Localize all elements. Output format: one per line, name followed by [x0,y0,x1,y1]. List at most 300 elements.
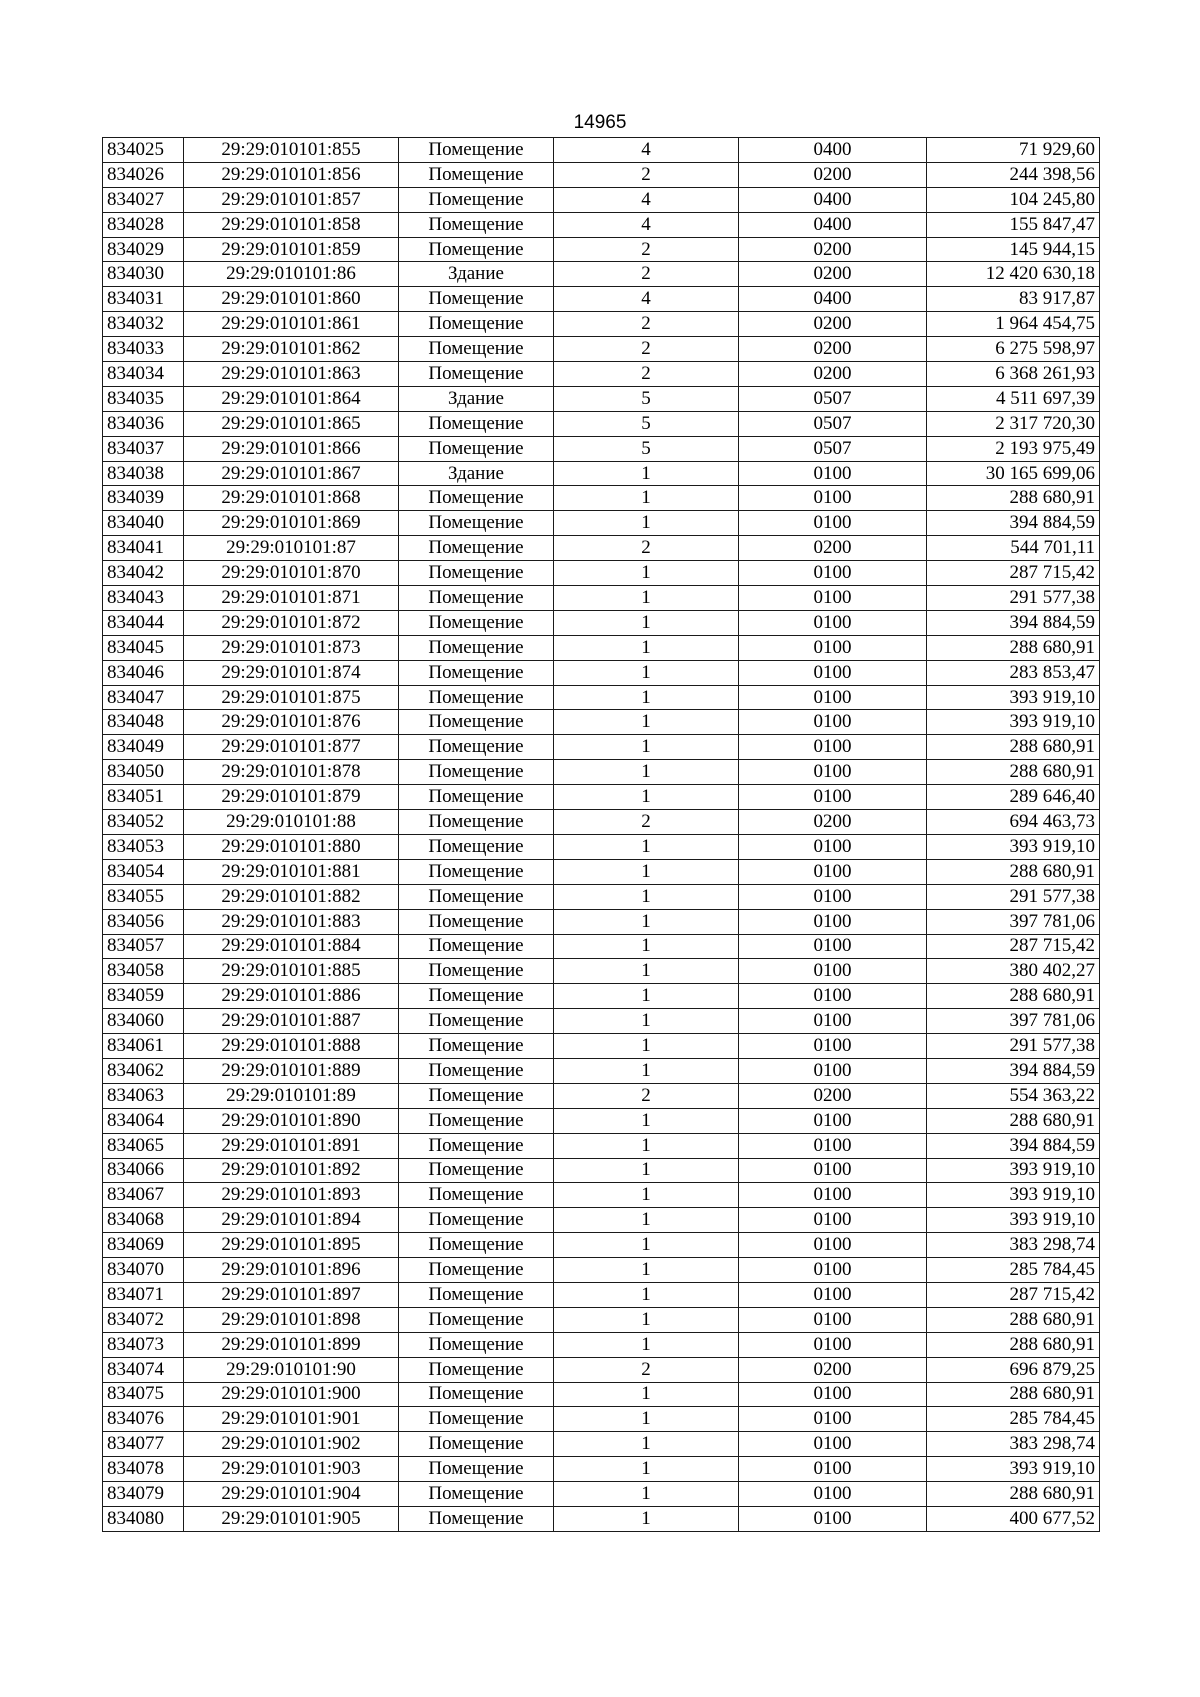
code-cell: 0100 [739,785,927,810]
cadastral-value-cell: 2 317 720,30 [927,411,1100,436]
code-cell: 0100 [739,1282,927,1307]
cadastral-number-cell: 29:29:010101:875 [184,685,399,710]
cadastral-value-cell: 1 964 454,75 [927,312,1100,337]
cadastral-value-cell: 145 944,15 [927,237,1100,262]
cadastral-number-cell: 29:29:010101:899 [184,1332,399,1357]
cadastral-number-cell: 29:29:010101:897 [184,1282,399,1307]
cadastral-number-cell: 29:29:010101:856 [184,162,399,187]
row-id-cell: 834074 [103,1357,184,1382]
table-row [103,1083,1100,1108]
table-row [103,187,1100,212]
group-number-cell: 1 [554,486,739,511]
object-type-cell: Помещение [399,1282,554,1307]
group-number-cell: 2 [554,237,739,262]
cadastral-number-cell: 29:29:010101:877 [184,735,399,760]
code-cell: 0100 [739,934,927,959]
table-row [103,810,1100,835]
table-row [103,1307,1100,1332]
cadastral-value-cell: 71 929,60 [927,138,1100,163]
object-type-cell: Помещение [399,1083,554,1108]
table-row [103,1108,1100,1133]
cadastral-number-cell: 29:29:010101:880 [184,834,399,859]
table-row [103,1282,1100,1307]
table-row [103,212,1100,237]
cadastral-number-cell: 29:29:010101:898 [184,1307,399,1332]
code-cell: 0400 [739,212,927,237]
cadastral-value-cell: 288 680,91 [927,1307,1100,1332]
object-type-cell: Помещение [399,1034,554,1059]
group-number-cell: 2 [554,312,739,337]
cadastral-value-cell: 104 245,80 [927,187,1100,212]
table-row [103,884,1100,909]
cadastral-number-cell: 29:29:010101:893 [184,1183,399,1208]
cadastral-number-cell: 29:29:010101:874 [184,660,399,685]
object-type-cell: Помещение [399,187,554,212]
group-number-cell: 1 [554,1382,739,1407]
cadastral-number-cell: 29:29:010101:867 [184,461,399,486]
cadastral-number-cell: 29:29:010101:873 [184,635,399,660]
row-id-cell: 834071 [103,1282,184,1307]
cadastral-number-cell: 29:29:010101:89 [184,1083,399,1108]
cadastral-value-cell: 2 193 975,49 [927,436,1100,461]
cadastral-number-cell: 29:29:010101:866 [184,436,399,461]
cadastral-value-cell: 394 884,59 [927,511,1100,536]
group-number-cell: 1 [554,1307,739,1332]
table-row [103,536,1100,561]
group-number-cell: 2 [554,1357,739,1382]
group-number-cell: 5 [554,386,739,411]
code-cell: 0400 [739,138,927,163]
code-cell: 0100 [739,1307,927,1332]
code-cell: 0400 [739,287,927,312]
group-number-cell: 4 [554,138,739,163]
cadastral-number-cell: 29:29:010101:872 [184,610,399,635]
table-row [103,436,1100,461]
cadastral-value-cell: 393 919,10 [927,834,1100,859]
cadastral-value-cell: 288 680,91 [927,984,1100,1009]
code-cell: 0100 [739,1133,927,1158]
table-row [103,586,1100,611]
group-number-cell: 1 [554,1282,739,1307]
row-id-cell: 834065 [103,1133,184,1158]
code-cell: 0100 [739,859,927,884]
cadastral-value-cell: 383 298,74 [927,1432,1100,1457]
object-type-cell: Помещение [399,162,554,187]
cadastral-number-cell: 29:29:010101:878 [184,760,399,785]
code-cell: 0100 [739,1457,927,1482]
table-row [103,1506,1100,1531]
table-row [103,1332,1100,1357]
registry-table [102,137,1100,1532]
code-cell: 0100 [739,1158,927,1183]
object-type-cell: Помещение [399,1357,554,1382]
cadastral-value-cell: 4 511 697,39 [927,386,1100,411]
cadastral-value-cell: 291 577,38 [927,586,1100,611]
row-id-cell: 834075 [103,1382,184,1407]
code-cell: 0100 [739,511,927,536]
group-number-cell: 1 [554,1108,739,1133]
object-type-cell: Здание [399,386,554,411]
group-number-cell: 1 [554,1133,739,1158]
table-row [103,834,1100,859]
cadastral-number-cell: 29:29:010101:889 [184,1058,399,1083]
code-cell: 0200 [739,237,927,262]
cadastral-number-cell: 29:29:010101:869 [184,511,399,536]
code-cell: 0100 [739,1407,927,1432]
cadastral-value-cell: 393 919,10 [927,1457,1100,1482]
group-number-cell: 1 [554,1332,739,1357]
cadastral-value-cell: 288 680,91 [927,1108,1100,1133]
row-id-cell: 834052 [103,810,184,835]
code-cell: 0100 [739,984,927,1009]
cadastral-number-cell: 29:29:010101:864 [184,386,399,411]
cadastral-value-cell: 285 784,45 [927,1407,1100,1432]
row-id-cell: 834041 [103,536,184,561]
object-type-cell: Здание [399,262,554,287]
object-type-cell: Помещение [399,436,554,461]
object-type-cell: Помещение [399,1407,554,1432]
object-type-cell: Помещение [399,237,554,262]
row-id-cell: 834032 [103,312,184,337]
cadastral-value-cell: 400 677,52 [927,1506,1100,1531]
cadastral-value-cell: 6 275 598,97 [927,337,1100,362]
row-id-cell: 834026 [103,162,184,187]
row-id-cell: 834030 [103,262,184,287]
row-id-cell: 834079 [103,1482,184,1507]
row-id-cell: 834057 [103,934,184,959]
object-type-cell: Помещение [399,1183,554,1208]
table-row [103,237,1100,262]
group-number-cell: 1 [554,561,739,586]
object-type-cell: Помещение [399,586,554,611]
row-id-cell: 834067 [103,1183,184,1208]
object-type-cell: Помещение [399,735,554,760]
cadastral-number-cell: 29:29:010101:858 [184,212,399,237]
row-id-cell: 834042 [103,561,184,586]
group-number-cell: 2 [554,1083,739,1108]
group-number-cell: 1 [554,1432,739,1457]
object-type-cell: Здание [399,461,554,486]
table-row [103,362,1100,387]
code-cell: 0100 [739,1108,927,1133]
cadastral-value-cell: 394 884,59 [927,1133,1100,1158]
cadastral-number-cell: 29:29:010101:879 [184,785,399,810]
cadastral-value-cell: 393 919,10 [927,1183,1100,1208]
row-id-cell: 834072 [103,1307,184,1332]
code-cell: 0200 [739,1083,927,1108]
code-cell: 0100 [739,1208,927,1233]
row-id-cell: 834069 [103,1233,184,1258]
code-cell: 0100 [739,1009,927,1034]
cadastral-number-cell: 29:29:010101:903 [184,1457,399,1482]
group-number-cell: 1 [554,461,739,486]
object-type-cell: Помещение [399,1233,554,1258]
row-id-cell: 834058 [103,959,184,984]
group-number-cell: 1 [554,586,739,611]
group-number-cell: 1 [554,1482,739,1507]
table-row [103,909,1100,934]
code-cell: 0400 [739,187,927,212]
table-row [103,411,1100,436]
table-row [103,785,1100,810]
group-number-cell: 1 [554,735,739,760]
row-id-cell: 834047 [103,685,184,710]
object-type-cell: Помещение [399,486,554,511]
cadastral-value-cell: 393 919,10 [927,1158,1100,1183]
object-type-cell: Помещение [399,1432,554,1457]
cadastral-value-cell: 155 847,47 [927,212,1100,237]
cadastral-number-cell: 29:29:010101:896 [184,1258,399,1283]
group-number-cell: 1 [554,635,739,660]
cadastral-number-cell: 29:29:010101:870 [184,561,399,586]
object-type-cell: Помещение [399,312,554,337]
group-number-cell: 1 [554,610,739,635]
table-row [103,1058,1100,1083]
object-type-cell: Помещение [399,785,554,810]
cadastral-number-cell: 29:29:010101:892 [184,1158,399,1183]
cadastral-value-cell: 380 402,27 [927,959,1100,984]
cadastral-number-cell: 29:29:010101:894 [184,1208,399,1233]
cadastral-value-cell: 288 680,91 [927,1332,1100,1357]
code-cell: 0100 [739,1258,927,1283]
code-cell: 0507 [739,436,927,461]
cadastral-number-cell: 29:29:010101:887 [184,1009,399,1034]
cadastral-value-cell: 393 919,10 [927,1208,1100,1233]
code-cell: 0100 [739,1058,927,1083]
cadastral-value-cell: 291 577,38 [927,884,1100,909]
object-type-cell: Помещение [399,1506,554,1531]
code-cell: 0200 [739,337,927,362]
code-cell: 0100 [739,1233,927,1258]
code-cell: 0200 [739,362,927,387]
code-cell: 0200 [739,810,927,835]
group-number-cell: 1 [554,834,739,859]
code-cell: 0200 [739,1357,927,1382]
table-row [103,1158,1100,1183]
row-id-cell: 834044 [103,610,184,635]
table-row [103,1407,1100,1432]
group-number-cell: 1 [554,1258,739,1283]
cadastral-value-cell: 30 165 699,06 [927,461,1100,486]
code-cell: 0100 [739,660,927,685]
code-cell: 0100 [739,610,927,635]
cadastral-value-cell: 287 715,42 [927,561,1100,586]
cadastral-value-cell: 288 680,91 [927,760,1100,785]
row-id-cell: 834025 [103,138,184,163]
row-id-cell: 834060 [103,1009,184,1034]
code-cell: 0100 [739,1382,927,1407]
cadastral-number-cell: 29:29:010101:871 [184,586,399,611]
code-cell: 0100 [739,884,927,909]
group-number-cell: 1 [554,1058,739,1083]
cadastral-number-cell: 29:29:010101:90 [184,1357,399,1382]
row-id-cell: 834068 [103,1208,184,1233]
cadastral-value-cell: 694 463,73 [927,810,1100,835]
group-number-cell: 1 [554,785,739,810]
group-number-cell: 1 [554,1506,739,1531]
group-number-cell: 2 [554,162,739,187]
cadastral-value-cell: 544 701,11 [927,536,1100,561]
group-number-cell: 4 [554,187,739,212]
cadastral-number-cell: 29:29:010101:862 [184,337,399,362]
object-type-cell: Помещение [399,685,554,710]
table-row [103,561,1100,586]
cadastral-number-cell: 29:29:010101:904 [184,1482,399,1507]
cadastral-number-cell: 29:29:010101:868 [184,486,399,511]
table-row [103,511,1100,536]
group-number-cell: 1 [554,760,739,785]
row-id-cell: 834049 [103,735,184,760]
row-id-cell: 834080 [103,1506,184,1531]
cadastral-number-cell: 29:29:010101:863 [184,362,399,387]
cadastral-value-cell: 289 646,40 [927,785,1100,810]
group-number-cell: 1 [554,685,739,710]
group-number-cell: 1 [554,959,739,984]
object-type-cell: Помещение [399,1307,554,1332]
table-row [103,1233,1100,1258]
table-row [103,760,1100,785]
row-id-cell: 834054 [103,859,184,884]
group-number-cell: 1 [554,1457,739,1482]
code-cell: 0507 [739,411,927,436]
object-type-cell: Помещение [399,1058,554,1083]
row-id-cell: 834033 [103,337,184,362]
row-id-cell: 834076 [103,1407,184,1432]
table-row [103,1208,1100,1233]
cadastral-value-cell: 12 420 630,18 [927,262,1100,287]
row-id-cell: 834027 [103,187,184,212]
table-row [103,660,1100,685]
cadastral-value-cell: 288 680,91 [927,486,1100,511]
code-cell: 0100 [739,735,927,760]
cadastral-number-cell: 29:29:010101:883 [184,909,399,934]
row-id-cell: 834059 [103,984,184,1009]
object-type-cell: Помещение [399,138,554,163]
object-type-cell: Помещение [399,1457,554,1482]
cadastral-number-cell: 29:29:010101:902 [184,1432,399,1457]
cadastral-number-cell: 29:29:010101:876 [184,710,399,735]
table-row [103,1183,1100,1208]
cadastral-value-cell: 394 884,59 [927,610,1100,635]
object-type-cell: Помещение [399,337,554,362]
table-row [103,859,1100,884]
row-id-cell: 834037 [103,436,184,461]
table-row [103,635,1100,660]
row-id-cell: 834048 [103,710,184,735]
row-id-cell: 834066 [103,1158,184,1183]
object-type-cell: Помещение [399,859,554,884]
cadastral-number-cell: 29:29:010101:857 [184,187,399,212]
code-cell: 0100 [739,1034,927,1059]
row-id-cell: 834043 [103,586,184,611]
row-id-cell: 834077 [103,1432,184,1457]
code-cell: 0100 [739,1332,927,1357]
object-type-cell: Помещение [399,635,554,660]
row-id-cell: 834051 [103,785,184,810]
object-type-cell: Помещение [399,1133,554,1158]
code-cell: 0100 [739,1432,927,1457]
row-id-cell: 834073 [103,1332,184,1357]
code-cell: 0100 [739,635,927,660]
group-number-cell: 1 [554,1208,739,1233]
group-number-cell: 1 [554,511,739,536]
row-id-cell: 834061 [103,1034,184,1059]
table-row [103,959,1100,984]
group-number-cell: 1 [554,1407,739,1432]
table-row [103,1258,1100,1283]
cadastral-number-cell: 29:29:010101:888 [184,1034,399,1059]
table-row [103,1357,1100,1382]
page-number: 14965 [573,112,627,133]
group-number-cell: 2 [554,536,739,561]
row-id-cell: 834035 [103,386,184,411]
table-row [103,934,1100,959]
cadastral-number-cell: 29:29:010101:881 [184,859,399,884]
cadastral-number-cell: 29:29:010101:88 [184,810,399,835]
group-number-cell: 1 [554,660,739,685]
row-id-cell: 834039 [103,486,184,511]
cadastral-value-cell: 393 919,10 [927,710,1100,735]
row-id-cell: 834038 [103,461,184,486]
table-row [103,337,1100,362]
group-number-cell: 1 [554,909,739,934]
object-type-cell: Помещение [399,1382,554,1407]
object-type-cell: Помещение [399,660,554,685]
row-id-cell: 834062 [103,1058,184,1083]
table-row [103,138,1100,163]
cadastral-value-cell: 288 680,91 [927,859,1100,884]
row-id-cell: 834050 [103,760,184,785]
group-number-cell: 4 [554,212,739,237]
cadastral-number-cell: 29:29:010101:884 [184,934,399,959]
row-id-cell: 834070 [103,1258,184,1283]
table-row [103,1432,1100,1457]
cadastral-value-cell: 288 680,91 [927,1482,1100,1507]
cadastral-number-cell: 29:29:010101:87 [184,536,399,561]
row-id-cell: 834064 [103,1108,184,1133]
object-type-cell: Помещение [399,362,554,387]
cadastral-number-cell: 29:29:010101:890 [184,1108,399,1133]
cadastral-value-cell: 287 715,42 [927,934,1100,959]
row-id-cell: 834046 [103,660,184,685]
code-cell: 0100 [739,909,927,934]
table-row [103,610,1100,635]
group-number-cell: 1 [554,1009,739,1034]
object-type-cell: Помещение [399,934,554,959]
code-cell: 0100 [739,1506,927,1531]
table-row [103,1133,1100,1158]
object-type-cell: Помещение [399,810,554,835]
object-type-cell: Помещение [399,1108,554,1133]
table-row [103,1382,1100,1407]
table-row [103,735,1100,760]
object-type-cell: Помещение [399,561,554,586]
object-type-cell: Помещение [399,710,554,735]
table-row [103,984,1100,1009]
row-id-cell: 834034 [103,362,184,387]
object-type-cell: Помещение [399,984,554,1009]
object-type-cell: Помещение [399,884,554,909]
cadastral-value-cell: 554 363,22 [927,1083,1100,1108]
table-row [103,710,1100,735]
code-cell: 0100 [739,834,927,859]
group-number-cell: 2 [554,262,739,287]
object-type-cell: Помещение [399,1258,554,1283]
registry-table-body [103,138,1100,1532]
table-row [103,386,1100,411]
code-cell: 0100 [739,486,927,511]
cadastral-value-cell: 397 781,06 [927,909,1100,934]
